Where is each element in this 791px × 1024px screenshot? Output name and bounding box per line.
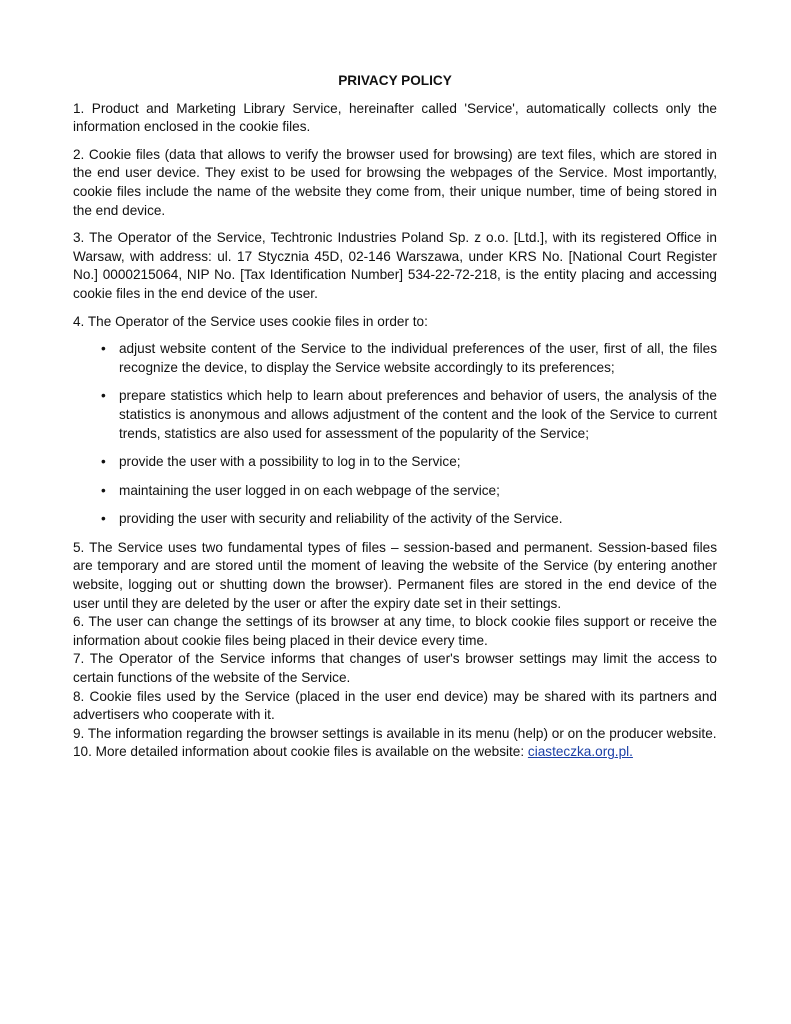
list-item: [73, 510, 717, 529]
list-item-text: prepare statistics which help to learn about preferences and behavior of users, the analysis of the statistics is anonymous and allows adjustment of the content and the look of the Service to current trends, statistics are also used for assessment of the popularity of the Service;: [119, 388, 717, 441]
paragraph-7: 7. The Operator of the Service informs that changes of user's browser settings may limit the access to certain functions of the website of the Service.: [73, 651, 717, 686]
paragraph-2: 2. Cookie files (data that allows to verify the browser used for browsing) are text files, which are stored in the end user device. They exist to be used for browsing the webpages of the Service. Most importantly, cookie files include the name of the website they come from, their unique number, time of being stored in the end device.: [73, 146, 717, 218]
list-item-text: provide the user with a possibility to log in to the Service;: [119, 454, 461, 470]
bullet-icon: •: [101, 341, 106, 357]
list-item: [73, 340, 717, 377]
list-item-text: providing the user with security and reliability of the activity of the Service.: [119, 511, 563, 527]
list-item-text: maintaining the user logged in on each webpage of the service;: [119, 482, 500, 498]
paragraph-8: 8. Cookie files used by the Service (placed in the user end device) may be shared with its partners and advertisers who cooperate with it.: [73, 688, 717, 723]
paragraph-4: 4. The Operator of the Service uses cookie files in order to:: [73, 313, 428, 329]
bullet-icon: •: [101, 482, 106, 498]
paragraph-9: 9. The information regarding the browser settings is available in its menu (help) or on the producer website.: [73, 725, 717, 741]
page-title: PRIVACY POLICY: [338, 73, 452, 88]
paragraph-5: 5. The Service uses two fundamental types of files – session-based and permanent. Session-based files are temporary and are stored until the moment of leaving the website of the Service (by entering another website, logging out or shutting down the browser). Permanent files are stored in the end device of the user until they are deleted by the user or after the expiry date set in their settings.: [73, 539, 717, 611]
purposes-list: [73, 340, 717, 529]
list-item: [73, 482, 717, 501]
list-item-text: adjust website content of the Service to the individual preferences of the user, first of all, the files recognize the device, to display the Service website accordingly to its preferences;: [119, 341, 717, 375]
paragraph-3: 3. The Operator of the Service, Techtronic Industries Poland Sp. z o.o. [Ltd.], with its registered Office in Warsaw, with address: ul. 17 Stycznia 45D, 02-146 Warszawa, under KRS No. [National Court Register No.] 0000215064, NIP No. [Tax Identification Number] 534-22-72-218, is the entity placing and accessing cookie files in the end device of the user.: [73, 230, 717, 301]
list-item: [73, 453, 717, 472]
paragraph-10: [73, 743, 717, 762]
cookie-info-link[interactable]: ciasteczka.org.pl.: [527, 744, 633, 760]
bullet-icon: •: [101, 388, 106, 404]
list-item: [73, 387, 717, 443]
paragraph-6: 6. The user can change the settings of its browser at any time, to block cookie files support or receive the information about cookie files being placed in their device every time.: [73, 614, 717, 648]
bullet-icon: •: [101, 454, 106, 470]
paragraph-1: 1. Product and Marketing Library Service, hereinafter called 'Service', automatically collects only the information enclosed in the cookie files.: [73, 100, 717, 135]
privacy-policy-document: [73, 72, 717, 762]
paragraph-10-text: 10. More detailed information about cookie files is available on the website:: [73, 744, 528, 760]
bullet-icon: •: [101, 511, 106, 527]
